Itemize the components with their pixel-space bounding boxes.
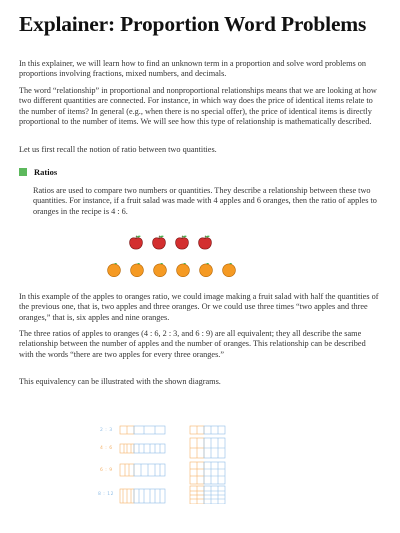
diagram-label-8-12: 8 : 12 [98,492,114,497]
ratios-definition-paragraph: Ratios are used to compare two numbers or quantities. They describe a relationship between these two quantities. For instance, if a fruit salad was made with 4 apples and 6 oranges, then the ratio of apples to oranges in the recipe is 4 : 6. [33,186,377,216]
section-marker-icon [19,168,27,176]
page-title: Explainer: Proportion Word Problems [19,12,367,36]
recall-paragraph: Let us first recall the notion of ratio between two quantities. [19,145,217,154]
relationship-paragraph: The word “relationship” in proportional and nonproportional relationships means that we are looking at how two different quantities are connected. For instance, in which way does the price of identical items relate to the number of items? In general (e.g., when there is no special offer), the price of identical items is directly proportional to the number of items. We will see how this type of relationship is mathematically described. [19,86,377,127]
apple-icon [151,234,167,251]
apples-bars [120,426,134,503]
intro-paragraph: In this explainer, we will learn how to find an unknown term in a proportion and solve word problems on proportions involving fractions, mixed numbers, and decimals. [19,59,367,79]
orange-icon [106,261,122,278]
orange-icon [175,261,191,278]
apples-row [128,234,220,251]
diagram-label-2-3: 2 : 3 [100,428,113,433]
illustrate-paragraph: This equivalency can be illustrated with the shown diagrams. [19,377,221,386]
orange-icon [152,261,168,278]
diagram-grids [96,424,316,504]
oranges-boxes [204,426,225,504]
section-heading [19,167,57,177]
orange-icon [198,261,214,278]
equivalency-diagram [96,424,316,504]
equivalent-paragraph: The three ratios of apples to oranges (4 : 6, 2 : 3, and 6 : 9) are all equivalent; they all describe the same relationship between the number of apples and the number of oranges. This relationship can be described with the words “there are two apples for every three oranges.” [19,329,366,359]
apples-boxes [190,426,204,504]
apple-icon [128,234,144,251]
section-title: Ratios [34,167,58,177]
oranges-bars [134,426,165,503]
apple-icon [174,234,190,251]
oranges-row [106,261,244,278]
orange-icon [129,261,145,278]
diagram-label-6-9: 6 : 9 [100,468,113,473]
orange-icon [221,261,237,278]
diagram-label-4-6: 4 : 6 [100,446,113,451]
apple-icon [197,234,213,251]
example-paragraph: In this example of the apples to oranges ratio, we could image making a fruit salad with half the quantities of the previous one, that is, two apples and three oranges. Or we could use three times “two apples and three oranges,” that is, six apples and nine oranges. [19,292,379,322]
